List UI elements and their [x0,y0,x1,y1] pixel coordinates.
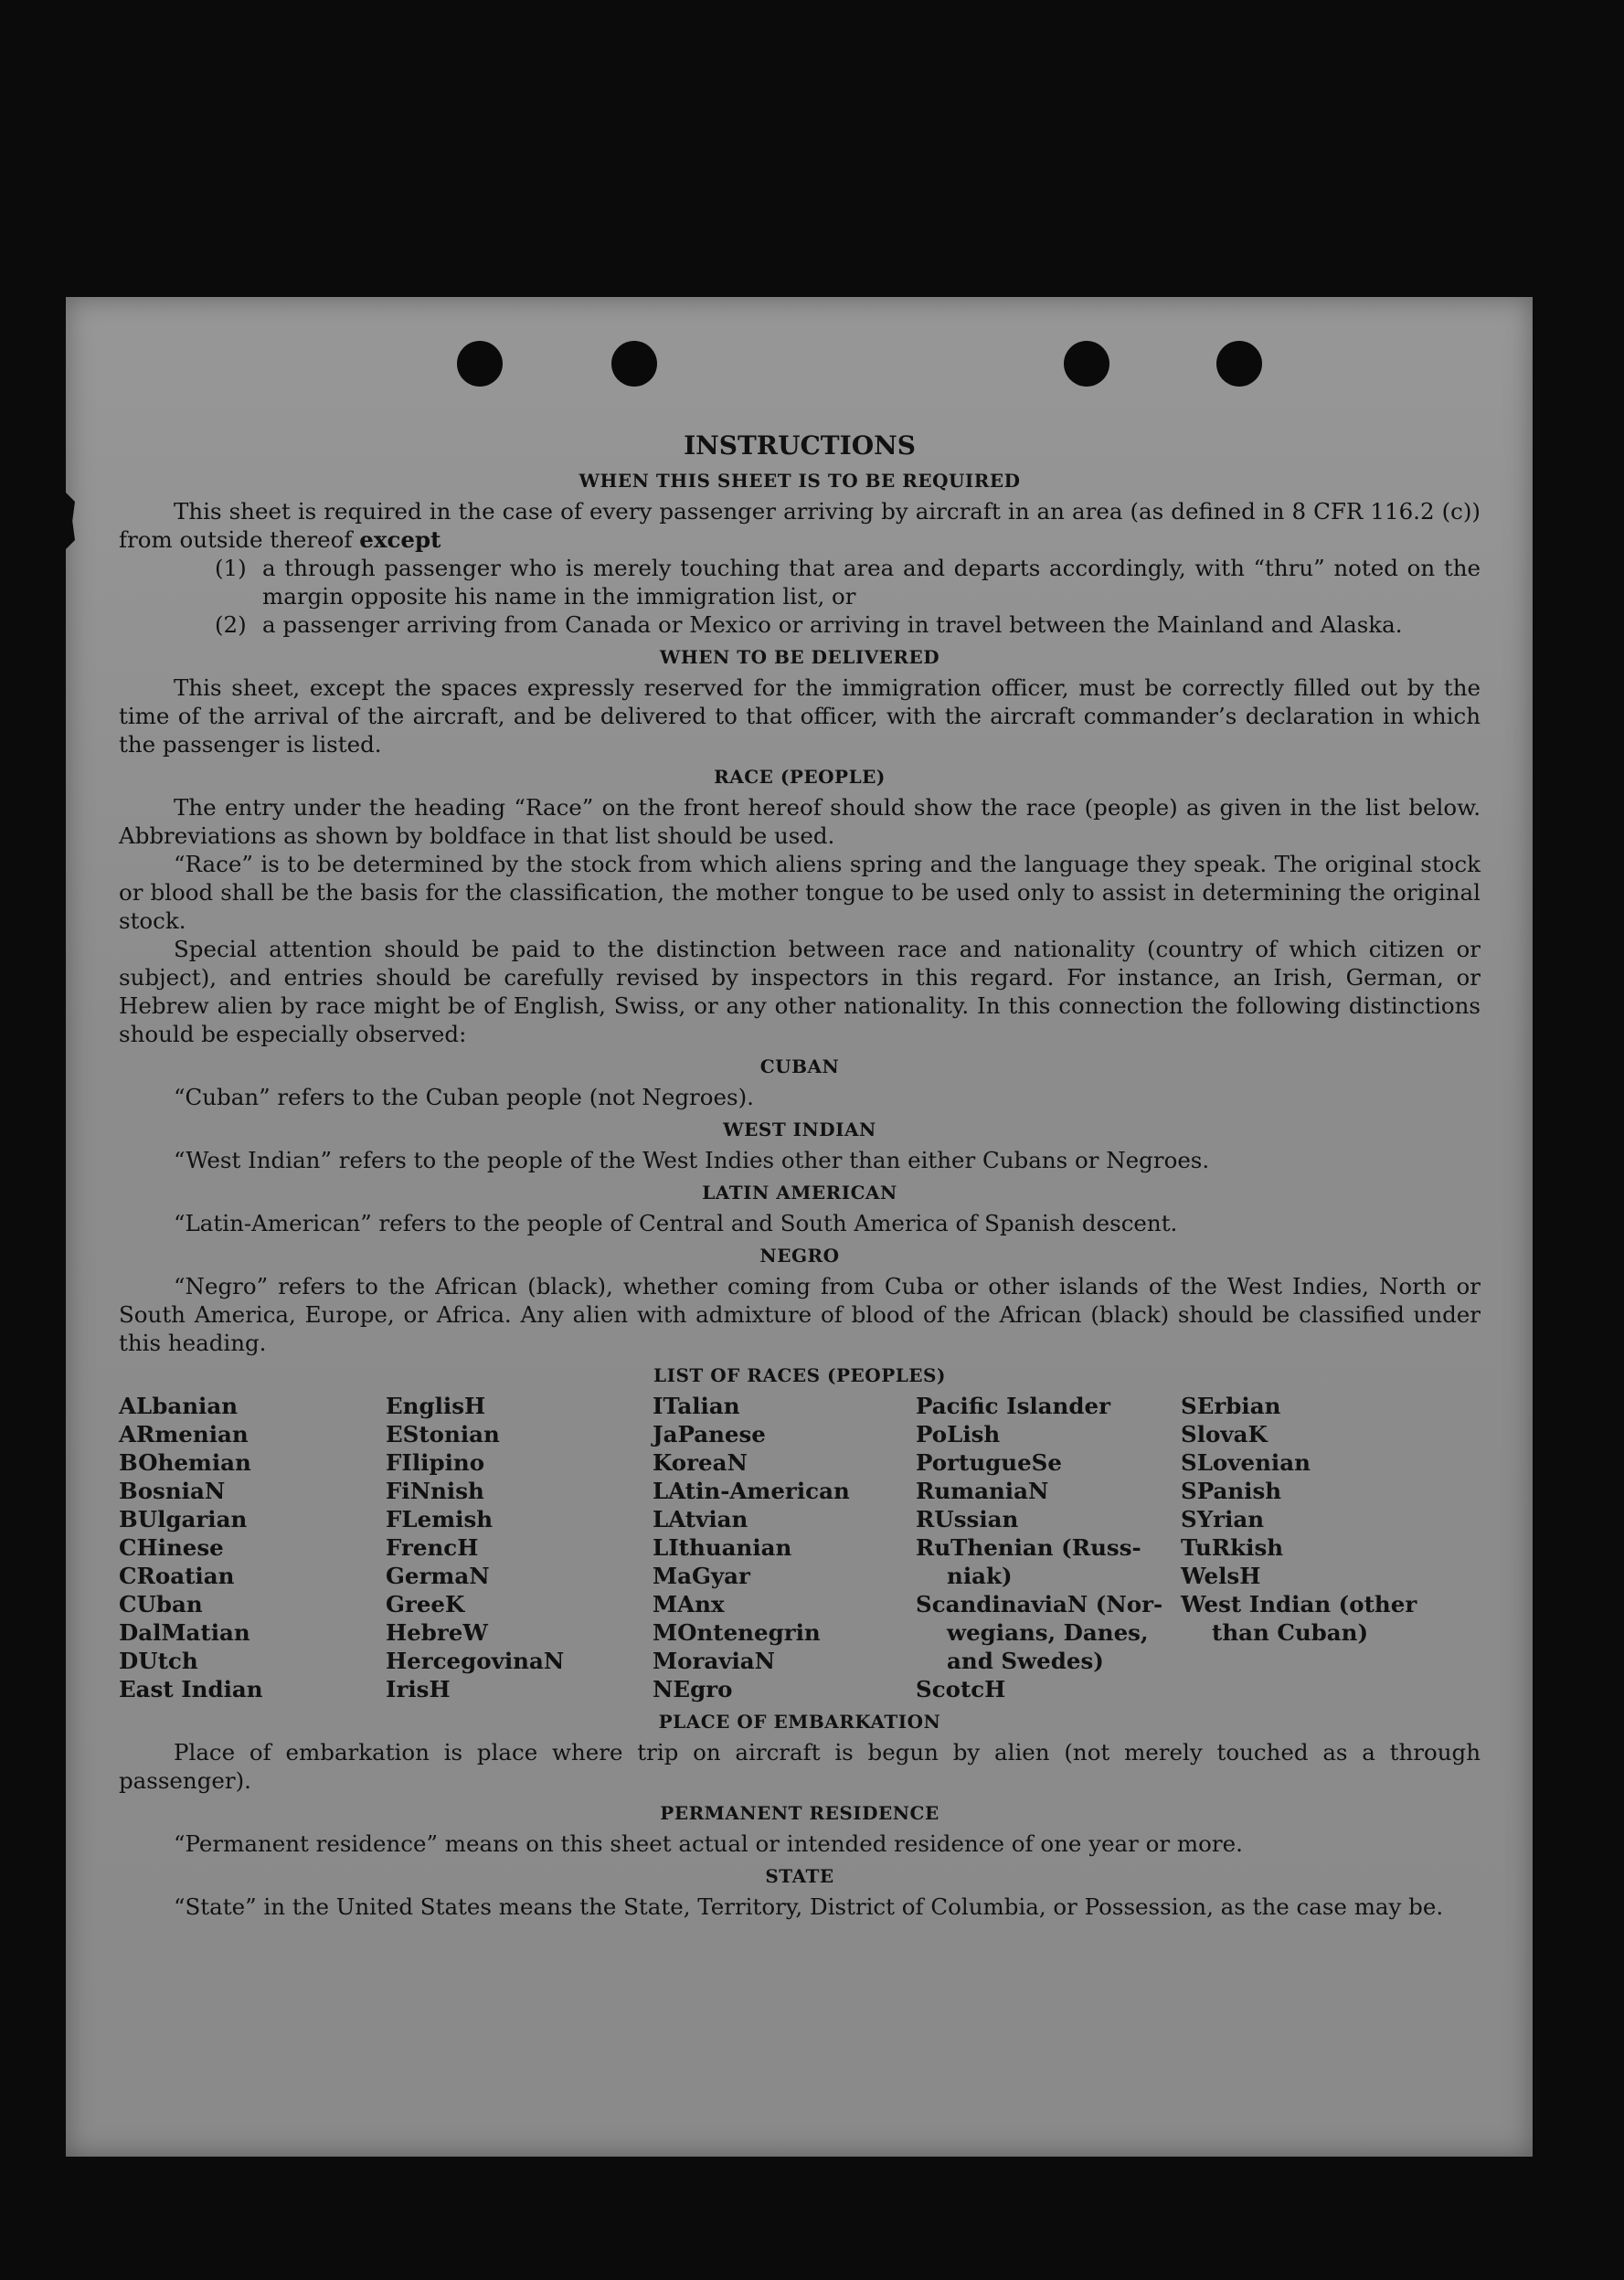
race-entry: DalMatian [119,1619,250,1646]
section-list-of-races [119,1363,1481,1703]
section-when-delivered [119,644,1481,758]
section-heading: LATIN AMERICAN [702,1182,897,1204]
section-paragraph [119,497,1481,554]
sheet-notch [66,489,75,553]
race-entry: WelsH [1181,1563,1261,1589]
punch-hole [1216,341,1262,387]
section-negro [119,1243,1481,1357]
race-entry: MoraviaN [653,1648,776,1674]
races-table [119,1392,1481,1703]
instructions-content [119,429,1481,1921]
list-item-text: a through passenger who is merely touching that area and departs accordingly, with “thru” noted on the margin opposite his name in the immigration list, or [262,555,1481,610]
section-cuban [119,1054,1481,1111]
race-entry: RUssian [916,1506,1019,1532]
race-entry: MaGyar [653,1563,750,1589]
race-entry: and Swedes) [947,1648,1104,1674]
race-entry: East Indian [119,1676,263,1702]
race-entry: ARmenian [119,1421,249,1448]
section-paragraph: “Race” is to be determined by the stock from which aliens spring and the language they speak. The original stock or blood shall be the basis for the classification, the mother tongue to be used only to assist in determining the original stock. [119,851,1481,934]
race-entry: SPanish [1181,1478,1282,1504]
list-item-text: a passenger arriving from Canada or Mexico or arriving in travel between the Mainland and Alaska. [262,611,1403,638]
races-column [386,1392,653,1703]
race-entry: GermaN [386,1563,490,1589]
section-heading: RACE (PEOPLE) [714,766,886,788]
section-heading: WHEN THIS SHEET IS TO BE REQUIRED [578,470,1021,492]
section-paragraph: Place of embarkation is place where trip on aircraft is begun by alien (not merely touched as a through passenger). [119,1739,1481,1794]
list-item-number: (2) [215,611,247,638]
race-entry: LAtin-American [653,1478,850,1504]
section-west-indian [119,1117,1481,1174]
race-entry: TuRkish [1181,1534,1284,1561]
race-entry: PoLish [916,1421,1001,1448]
races-column [916,1392,1181,1703]
race-entry: LAtvian [653,1506,748,1532]
races-column [119,1392,386,1703]
section-place-of-embarkation [119,1709,1481,1795]
race-entry: JaPanese [653,1421,766,1448]
intro-bold-text: except [359,526,441,553]
race-entry: MAnx [653,1591,725,1617]
races-column [653,1392,916,1703]
list-item-number: (1) [215,555,247,581]
intro-text: This sheet is required in the case of every passenger arriving by aircraft in an area (as defined in 8 CFR 116.2 (c)) from outside thereof [119,498,1481,553]
race-entry: EnglisH [386,1393,486,1419]
section-paragraph: “Negro” refers to the African (black), whether coming from Cuba or other islands of the West Indies, North or South America, Europe, or Africa. Any alien with admixture of blood of the African (black) should be classified under this heading. [119,1273,1481,1356]
section-latin-american [119,1180,1481,1237]
section-paragraph: Special attention should be paid to the distinction between race and nationality (country of which citizen or subject), and entries should be carefully revised by inspectors in this regard. For instance, an Irish, German, or Hebrew alien by race might be of English, Swiss, or any other nationality. In this connection the following distinctions should be especially observed: [119,936,1481,1047]
races-column [1181,1392,1446,1703]
section-paragraph: “Cuban” refers to the Cuban people (not Negroes). [174,1084,754,1110]
section-paragraph: “West Indian” refers to the people of the West Indies other than either Cubans or Negroes. [174,1147,1210,1173]
race-entry: Pacific Islander [916,1393,1110,1419]
section-race [119,764,1481,1048]
section-heading: WEST INDIAN [723,1119,876,1140]
section-paragraph: This sheet, except the spaces expressly reserved for the immigration officer, must be correctly filled out by the time of the arrival of the aircraft, and be delivered to that officer, with the aircraft commander’s declaration in which the passenger is listed. [119,674,1481,758]
race-entry: FLemish [386,1506,494,1532]
race-entry: ScandinaviaN (Nor- [916,1591,1163,1617]
race-entry: FiNnish [386,1478,484,1504]
race-entry: West Indian (other [1181,1591,1417,1617]
race-entry: ITalian [653,1393,740,1419]
race-entry: ScotcH [916,1676,1006,1702]
section-paragraph: The entry under the heading “Race” on the front hereof should show the race (people) as given in the list below. Abbreviations as shown by boldface in that list should be used. [119,794,1481,849]
race-entry: niak) [947,1563,1013,1589]
document-sheet [66,297,1533,2157]
race-entry: RumaniaN [916,1478,1049,1504]
race-entry: SLovenian [1181,1449,1311,1476]
race-entry: LIthuanian [653,1534,792,1561]
exception-list [119,554,1481,639]
race-entry: PortugueSe [916,1449,1062,1476]
race-entry: GreeK [386,1591,465,1617]
race-entry: ALbanian [119,1393,239,1419]
section-paragraph: “Permanent residence” means on this sheet actual or intended residence of one year or more. [174,1830,1243,1857]
race-entry: wegians, Danes, [947,1619,1149,1646]
section-heading: PERMANENT RESIDENCE [660,1802,939,1824]
race-entry: FrencH [386,1534,479,1561]
race-entry: MOntenegrin [653,1619,821,1646]
race-entry: SErbian [1181,1393,1281,1419]
list-item [215,554,1481,610]
section-paragraph: “Latin-American” refers to the people of Central and South America of Spanish descent. [174,1210,1178,1236]
race-entry: BosniaN [119,1478,226,1504]
document-title: INSTRUCTIONS [684,430,916,461]
section-paragraph: “State” in the United States means the State, Territory, District of Columbia, or Possession, as the case may be. [174,1893,1444,1920]
race-entry: CHinese [119,1534,224,1561]
race-entry: than Cuban) [1212,1619,1369,1646]
punch-hole [611,341,657,387]
section-heading: STATE [765,1865,834,1887]
race-entry: HercegovinaN [386,1648,565,1674]
race-entry: FIlipino [386,1449,485,1476]
race-entry: BOhemian [119,1449,251,1476]
section-heading: CUBAN [759,1055,840,1077]
section-heading: LIST OF RACES (PEOPLES) [653,1364,946,1386]
section-permanent-residence [119,1800,1481,1858]
race-entry: DUtch [119,1648,198,1674]
race-entry: BUlgarian [119,1506,248,1532]
punch-hole [457,341,503,387]
section-when-required [119,468,1481,639]
race-entry: CRoatian [119,1563,235,1589]
punch-hole [1064,341,1109,387]
race-entry: SYrian [1181,1506,1265,1532]
list-item [215,610,1481,639]
section-heading: WHEN TO BE DELIVERED [659,646,940,668]
race-entry: HebreW [386,1619,488,1646]
race-entry: CUban [119,1591,203,1617]
race-entry: IrisH [386,1676,451,1702]
race-entry: RuThenian (Russ- [916,1534,1141,1561]
race-entry: SlovaK [1181,1421,1268,1448]
race-entry: EStonian [386,1421,500,1448]
section-heading: PLACE OF EMBARKATION [658,1711,941,1733]
race-entry: NEgro [653,1676,733,1702]
race-entry: KoreaN [653,1449,748,1476]
section-heading: NEGRO [759,1245,840,1267]
section-state [119,1863,1481,1921]
